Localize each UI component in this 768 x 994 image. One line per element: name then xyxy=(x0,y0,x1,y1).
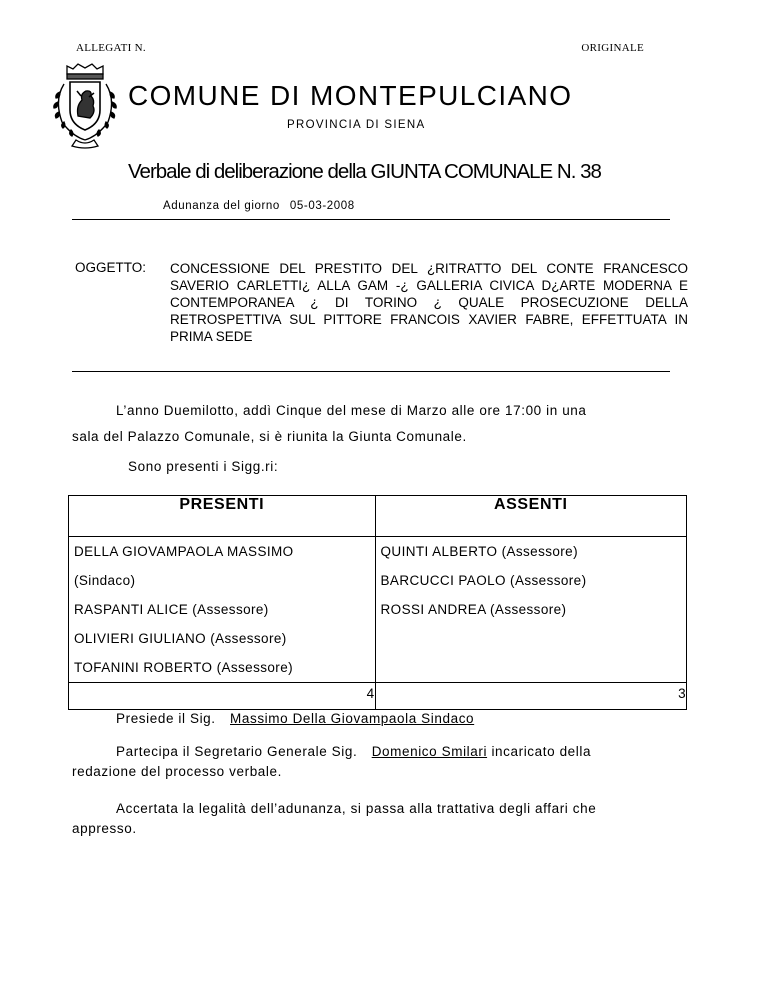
allegati-label: ALLEGATI N. xyxy=(76,42,146,54)
presenti-list xyxy=(69,537,376,683)
presiede-line xyxy=(116,706,474,732)
presenti-count: 4 xyxy=(69,683,376,710)
presiede-label: Presiede il Sig. xyxy=(116,711,216,726)
adunanza-date: 05-03-2008 xyxy=(289,200,355,212)
adunanza-label: Adunanza del giorno xyxy=(163,200,280,212)
assenti-count: 3 xyxy=(375,683,686,710)
partecipa-rest: incaricato della xyxy=(491,744,592,759)
intro-line-1: L’anno Duemilotto, addì Cinque del mese di Marzo alle ore 17:00 in una xyxy=(116,403,587,418)
list-item: TOFANINI ROBERTO (Assessore) xyxy=(74,660,293,675)
partecipa-line-2: redazione del processo verbale. xyxy=(72,764,282,779)
list-item: RASPANTI ALICE (Assessore) xyxy=(74,602,269,617)
page-title: COMUNE DI MONTEPULCIANO xyxy=(128,80,573,111)
originale-label: ORIGINALE xyxy=(581,42,644,54)
list-item: ROSSI ANDREA (Assessore) xyxy=(380,602,567,617)
municipal-crest-icon xyxy=(40,60,130,150)
oggetto-text: CONCESSIONE DEL PRESTITO DEL ¿RITRATTO DEL CONTE FRANCESCO SAVERIO CARLETTI¿ ALLA GAM -¿ GALLERIA CIVICA D¿ARTE MODERNA E CONTEMPORANEA ¿ DI TORINO ¿ QUALE PROSECUZIONE DELLA RETROSPETTIVA SUL PITTORE FRANCOIS XAVIER FABRE, EFFETTUATA IN PRIMA SEDE xyxy=(170,261,688,344)
intro-line-2: sala del Palazzo Comunale, si è riunita la Giunta Comunale. xyxy=(72,429,467,444)
list-item: QUINTI ALBERTO (Assessore) xyxy=(380,544,578,559)
list-item: OLIVIERI GIULIANO (Assessore) xyxy=(74,631,287,646)
accertata-line-1: Accertata la legalità dell’adunanza, si passa alla trattativa degli affari che xyxy=(116,801,597,816)
oggetto-label: OGGETTO: xyxy=(75,260,147,275)
attendance-table xyxy=(68,495,687,710)
segretario-name: Domenico Smilari xyxy=(371,744,488,759)
list-item: DELLA GIOVAMPAOLA MASSIMO xyxy=(74,544,294,559)
presiede-name: Massimo Della Giovampaola Sindaco xyxy=(230,711,475,726)
divider-oggetto xyxy=(72,371,670,372)
partecipa-label: Partecipa il Segretario Generale Sig. xyxy=(116,744,358,759)
list-item: (Sindaco) xyxy=(74,573,136,588)
province-subtitle: PROVINCIA DI SIENA xyxy=(287,119,426,131)
verbale-title: Verbale di deliberazione della GIUNTA COMUNALE N. 38 xyxy=(128,160,601,183)
divider-top xyxy=(72,219,670,220)
list-item: BARCUCCI PAOLO (Assessore) xyxy=(380,573,587,588)
assenti-header: ASSENTI xyxy=(375,496,686,537)
presenti-intro: Sono presenti i Sigg.ri: xyxy=(128,459,279,474)
adunanza-line xyxy=(163,200,355,212)
accertata-line-2: appresso. xyxy=(72,821,137,836)
assenti-list xyxy=(375,537,686,683)
presenti-header: PRESENTI xyxy=(69,496,376,537)
